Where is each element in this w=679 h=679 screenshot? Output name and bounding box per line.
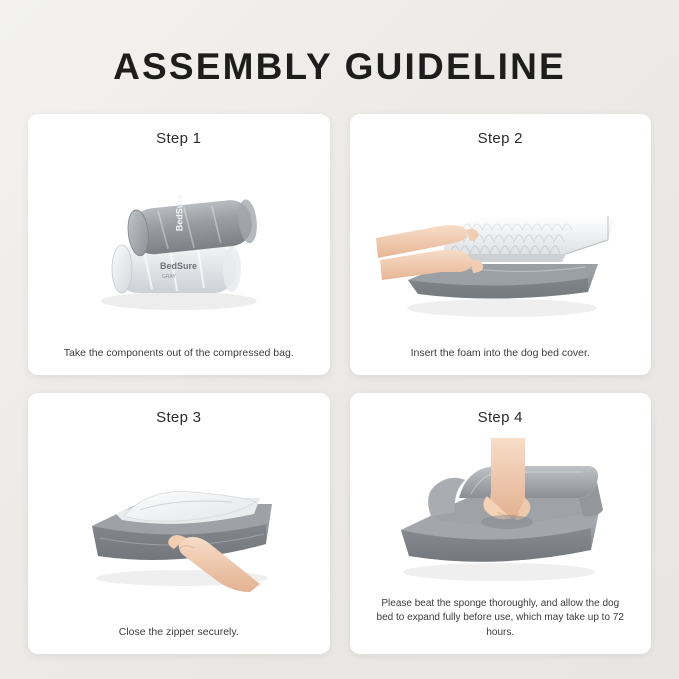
- step-caption-2: Insert the foam into the dog bed cover.: [410, 346, 590, 359]
- step-card-2: [350, 114, 652, 375]
- page-title: ASSEMBLY GUIDELINE: [113, 46, 566, 87]
- insert-foam-illustration: [364, 151, 638, 346]
- step-card-3: [28, 393, 330, 654]
- step-label-3: Step 3: [156, 409, 202, 426]
- brand-text-upper: BedSure: [174, 194, 185, 232]
- step-caption-4: Please beat the sponge thoroughly, and allow the dog bed to expand fully before use, which may take up to 72 hours.: [376, 597, 624, 638]
- step-label-4: Step 4: [477, 409, 523, 426]
- steps-grid: [28, 114, 651, 654]
- brand-text-lower: BedSure: [159, 261, 197, 272]
- step-card-1: [28, 114, 330, 375]
- step-card-4: [350, 393, 652, 654]
- sub-text-lower: GRAY: [161, 274, 176, 281]
- beat-sponge-illustration: [364, 430, 638, 597]
- compressed-rolls-illustration: [42, 151, 316, 346]
- step-label-1: Step 1: [156, 130, 202, 147]
- step-caption-1: Take the components out of the compressed bag.: [63, 346, 294, 359]
- close-zipper-illustration: [42, 430, 316, 625]
- step-label-2: Step 2: [477, 130, 523, 147]
- step-caption-3: Close the zipper securely.: [118, 625, 239, 638]
